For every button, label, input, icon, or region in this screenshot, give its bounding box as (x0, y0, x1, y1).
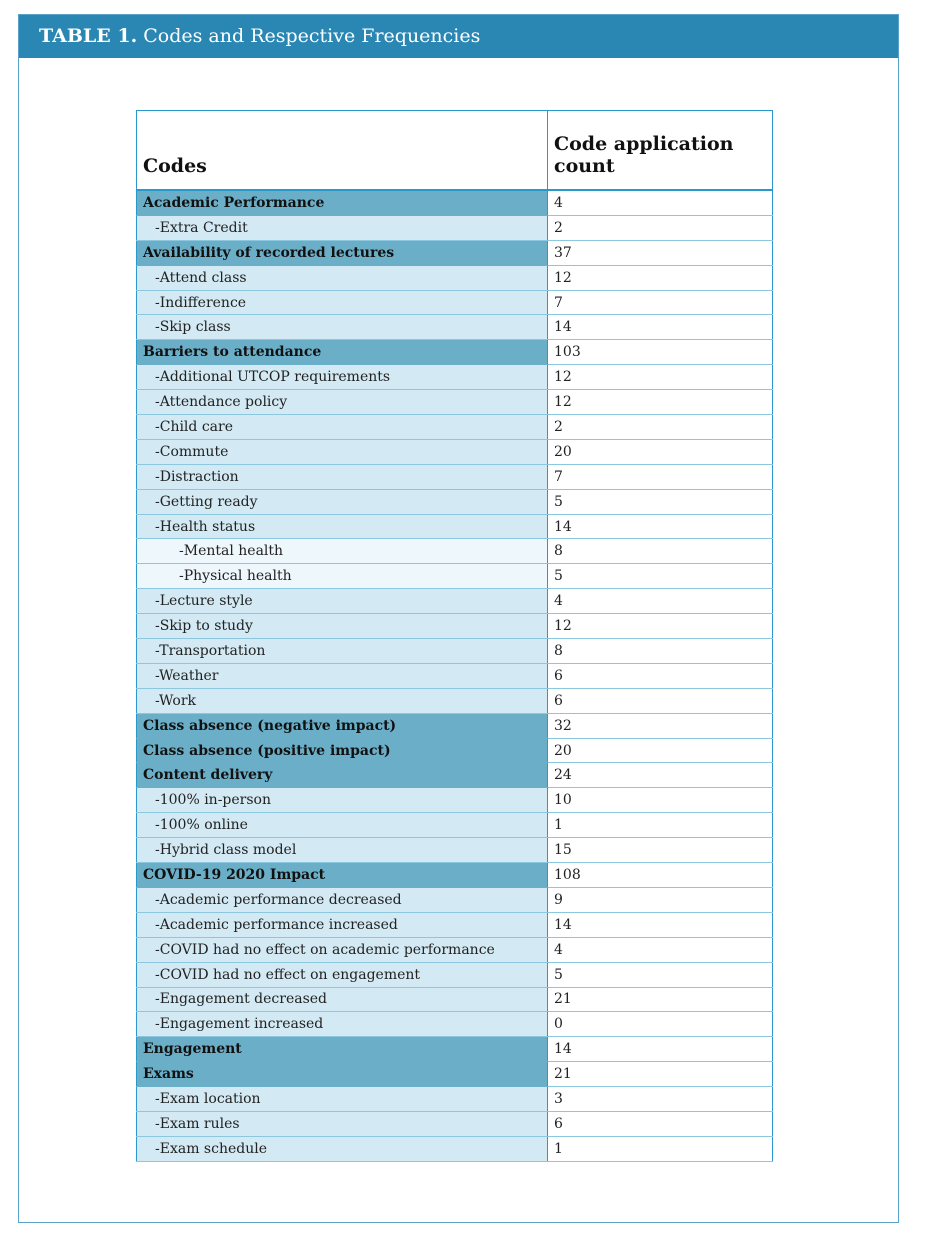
table-row (137, 1111, 773, 1136)
table-row (137, 838, 773, 863)
count-cell: 3 (548, 1087, 773, 1112)
code-cell: COVID-19 2020 Impact (137, 863, 548, 888)
count-cell: 10 (548, 788, 773, 813)
code-cell: -Lecture style (137, 589, 548, 614)
table-row (137, 887, 773, 912)
count-cell: 32 (548, 713, 773, 738)
table-row (137, 863, 773, 888)
count-cell: 24 (548, 763, 773, 788)
table-row (137, 912, 773, 937)
count-cell: 1 (548, 813, 773, 838)
count-cell: 9 (548, 887, 773, 912)
codes-table (136, 110, 773, 1162)
table-row (137, 763, 773, 788)
count-cell: 8 (548, 639, 773, 664)
code-cell: -Indifference (137, 290, 548, 315)
table-row (137, 240, 773, 265)
table-row (137, 340, 773, 365)
count-cell: 6 (548, 688, 773, 713)
count-cell: 14 (548, 1037, 773, 1062)
code-cell: -Attendance policy (137, 390, 548, 415)
count-cell: 4 (548, 937, 773, 962)
table-row (137, 589, 773, 614)
count-cell: 2 (548, 215, 773, 240)
count-cell: 14 (548, 514, 773, 539)
count-cell: 7 (548, 464, 773, 489)
table-caption (19, 15, 898, 58)
count-cell: 4 (548, 589, 773, 614)
count-cell: 6 (548, 663, 773, 688)
header-row (137, 111, 773, 191)
count-cell: 12 (548, 365, 773, 390)
table-row (137, 987, 773, 1012)
table-row (137, 215, 773, 240)
table-row (137, 365, 773, 390)
count-cell: 15 (548, 838, 773, 863)
code-cell: -Extra Credit (137, 215, 548, 240)
count-cell: 20 (548, 439, 773, 464)
count-cell: 14 (548, 315, 773, 340)
count-cell: 37 (548, 240, 773, 265)
count-cell: 20 (548, 738, 773, 763)
code-cell: -Engagement increased (137, 1012, 548, 1037)
count-cell: 14 (548, 912, 773, 937)
table-row (137, 539, 773, 564)
code-cell: -Physical health (137, 564, 548, 589)
count-cell: 7 (548, 290, 773, 315)
code-cell: Availability of recorded lectures (137, 240, 548, 265)
count-cell: 103 (548, 340, 773, 365)
table-row (137, 190, 773, 215)
code-cell: -Skip class (137, 315, 548, 340)
table-row (137, 713, 773, 738)
table-row (137, 639, 773, 664)
table-row (137, 290, 773, 315)
count-cell: 21 (548, 987, 773, 1012)
code-cell: -Attend class (137, 265, 548, 290)
table-row (137, 1087, 773, 1112)
code-cell: Content delivery (137, 763, 548, 788)
header-codes: Codes (137, 111, 548, 191)
count-cell: 5 (548, 962, 773, 987)
code-cell: -Academic performance decreased (137, 887, 548, 912)
code-cell: -Exam schedule (137, 1136, 548, 1161)
table-row (137, 614, 773, 639)
count-cell: 12 (548, 390, 773, 415)
code-cell: -COVID had no effect on engagement (137, 962, 548, 987)
count-cell: 5 (548, 564, 773, 589)
table-row (137, 663, 773, 688)
code-cell: -Engagement decreased (137, 987, 548, 1012)
table-row (137, 1136, 773, 1161)
code-cell: Class absence (positive impact) (137, 738, 548, 763)
table-row (137, 738, 773, 763)
table-row (137, 788, 773, 813)
count-cell: 8 (548, 539, 773, 564)
header-count: Code application count (548, 111, 773, 191)
count-cell: 4 (548, 190, 773, 215)
table-row (137, 564, 773, 589)
code-cell: Exams (137, 1062, 548, 1087)
table-row (137, 315, 773, 340)
count-cell: 1 (548, 1136, 773, 1161)
code-cell: -Hybrid class model (137, 838, 548, 863)
count-cell: 12 (548, 614, 773, 639)
code-cell: -Mental health (137, 539, 548, 564)
code-cell: -100% in-person (137, 788, 548, 813)
count-cell: 0 (548, 1012, 773, 1037)
code-cell: -Exam rules (137, 1111, 548, 1136)
code-cell: -100% online (137, 813, 548, 838)
count-cell: 108 (548, 863, 773, 888)
count-cell: 21 (548, 1062, 773, 1087)
table-row (137, 1012, 773, 1037)
table-row (137, 813, 773, 838)
table-row (137, 489, 773, 514)
table-title: Codes and Respective Frequencies (143, 25, 481, 47)
code-cell: -Additional UTCOP requirements (137, 365, 548, 390)
code-cell: Class absence (negative impact) (137, 713, 548, 738)
code-cell: -Academic performance increased (137, 912, 548, 937)
code-cell: Barriers to attendance (137, 340, 548, 365)
code-cell: -Getting ready (137, 489, 548, 514)
count-cell: 12 (548, 265, 773, 290)
code-cell: -Distraction (137, 464, 548, 489)
table-row (137, 962, 773, 987)
table-row (137, 937, 773, 962)
code-cell: -Health status (137, 514, 548, 539)
table-row (137, 265, 773, 290)
code-cell: -Weather (137, 663, 548, 688)
count-cell: 6 (548, 1111, 773, 1136)
table-row (137, 1037, 773, 1062)
table-row (137, 688, 773, 713)
count-cell: 5 (548, 489, 773, 514)
code-cell: -Exam location (137, 1087, 548, 1112)
table-label: TABLE 1. (39, 25, 138, 47)
code-cell: -Child care (137, 415, 548, 440)
table-row (137, 415, 773, 440)
count-cell: 2 (548, 415, 773, 440)
code-cell: -Work (137, 688, 548, 713)
table-row (137, 464, 773, 489)
table-row (137, 1062, 773, 1087)
table-row (137, 439, 773, 464)
code-cell: -Transportation (137, 639, 548, 664)
table-row (137, 514, 773, 539)
code-cell: Engagement (137, 1037, 548, 1062)
code-cell: Academic Performance (137, 190, 548, 215)
code-cell: -Skip to study (137, 614, 548, 639)
table-frame (18, 14, 899, 1223)
table-row (137, 390, 773, 415)
code-cell: -Commute (137, 439, 548, 464)
code-cell: -COVID had no effect on academic performance (137, 937, 548, 962)
